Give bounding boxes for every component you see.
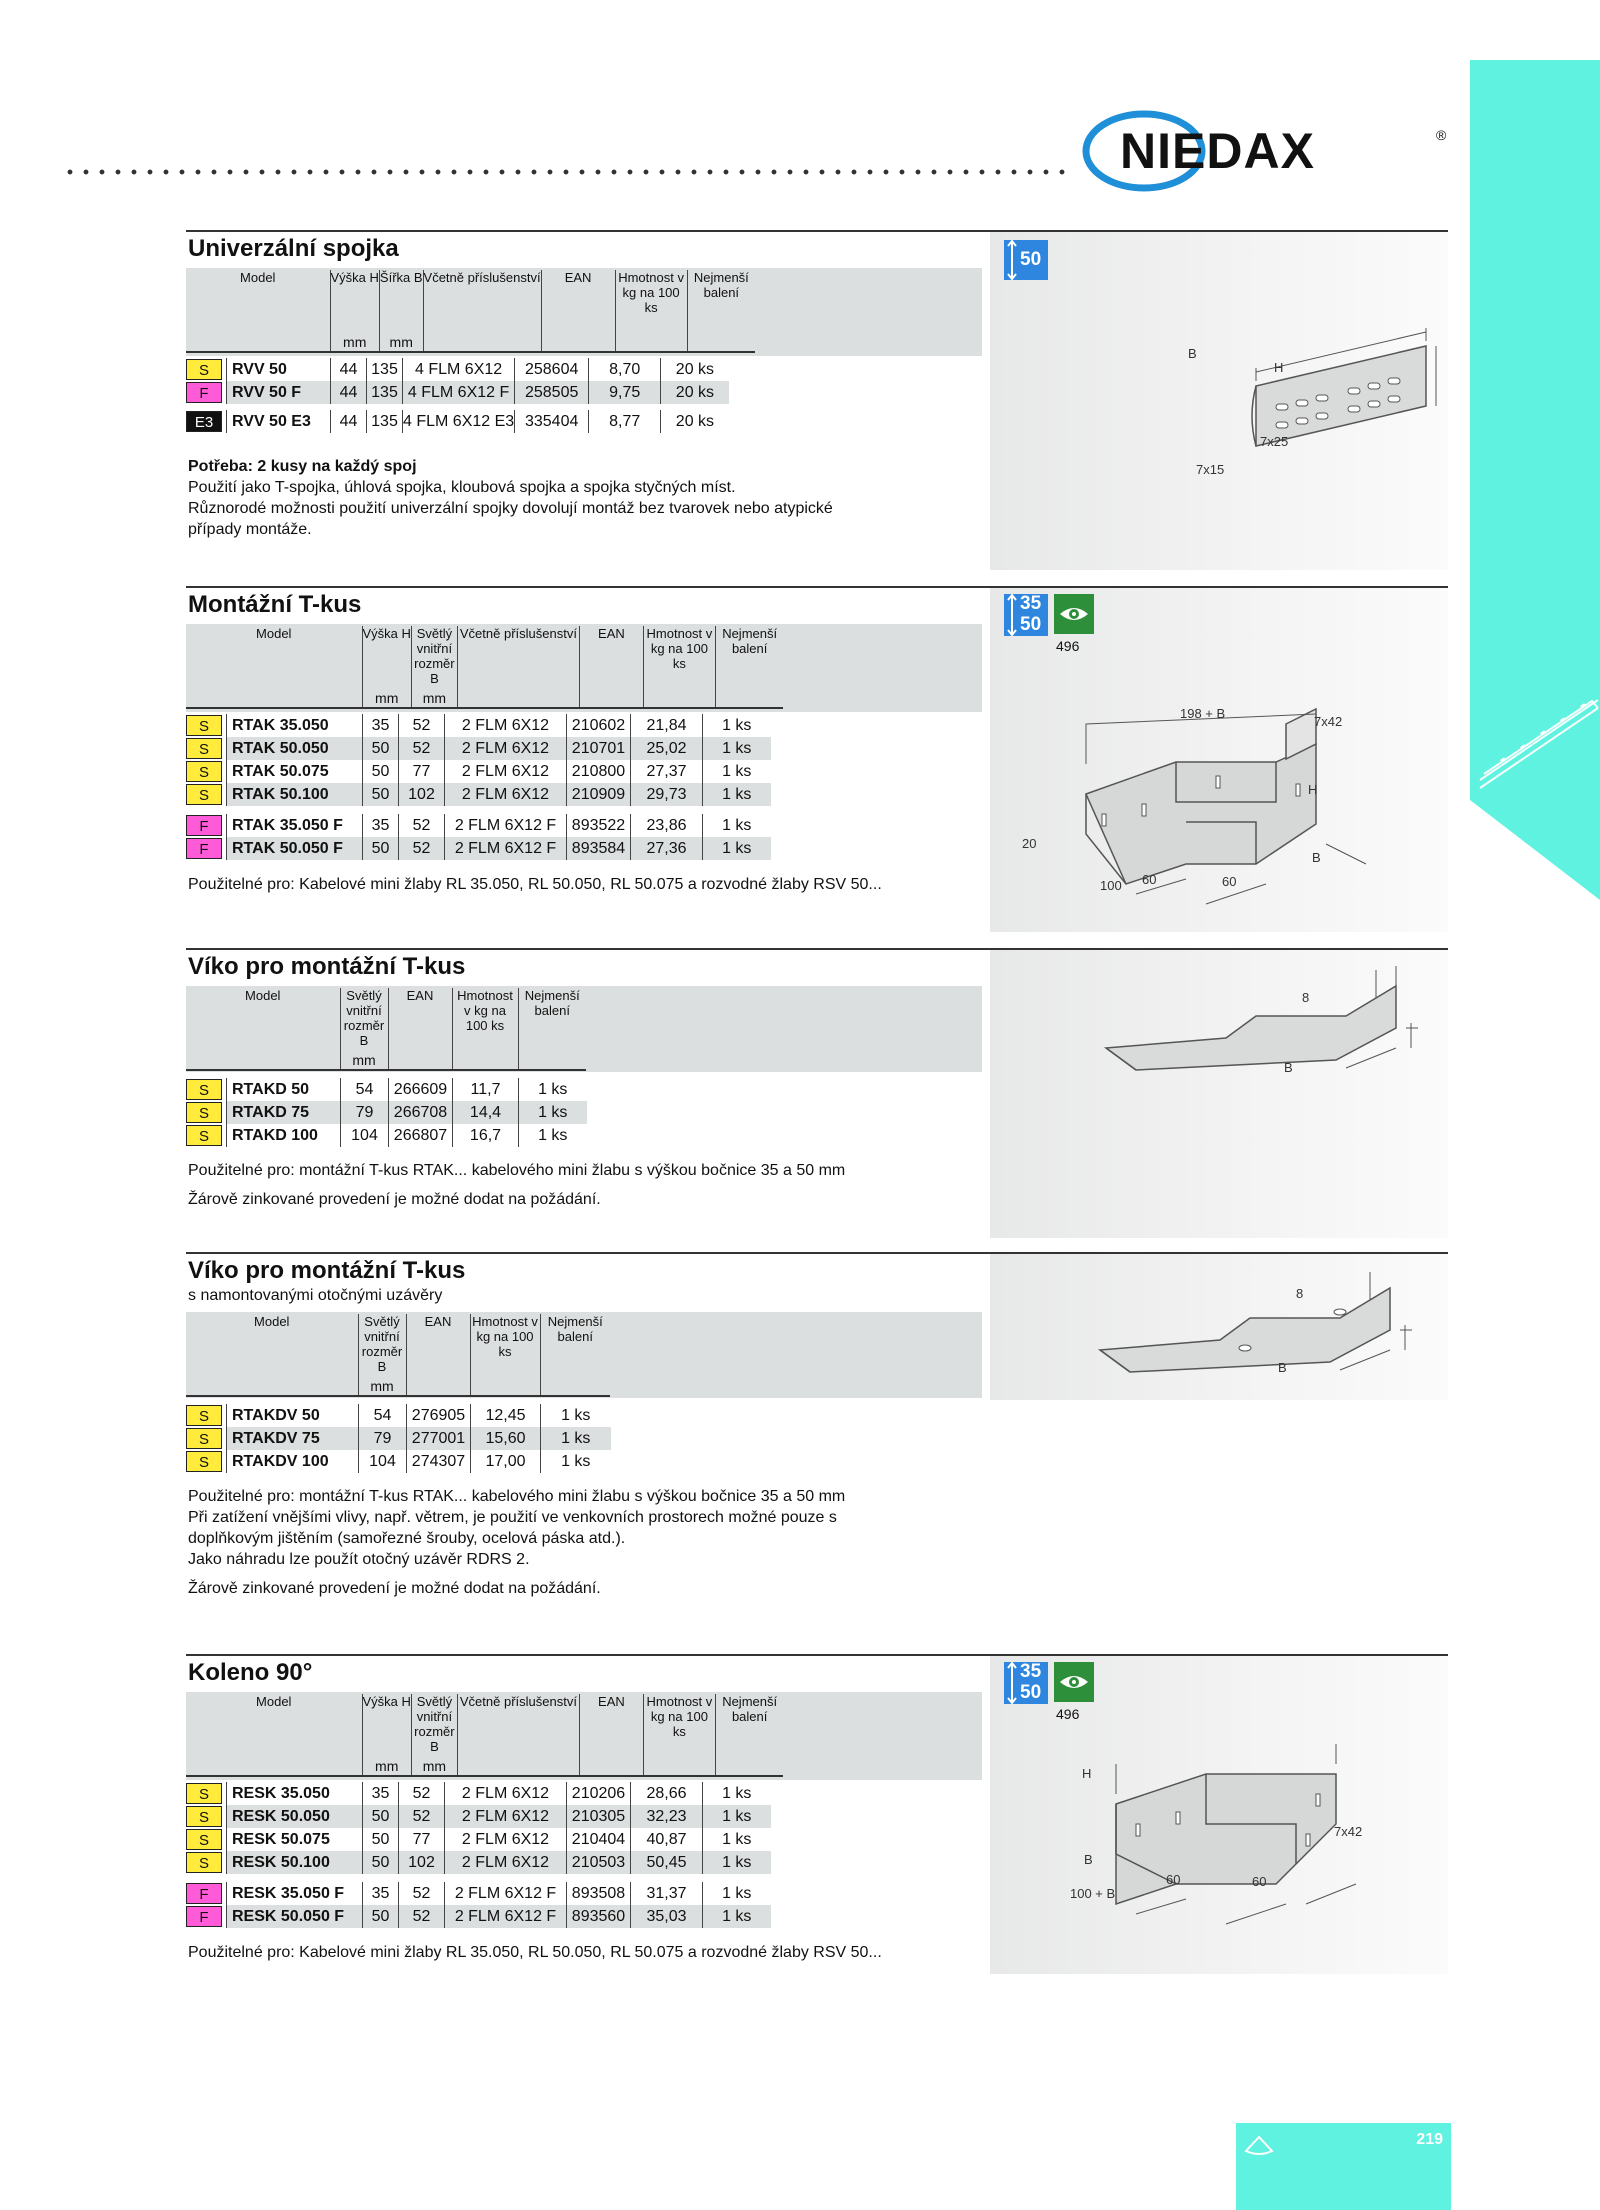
section-t-piece — [186, 586, 1448, 932]
product-table — [186, 270, 755, 358]
dim-label: B — [1188, 346, 1197, 361]
table-row: S RTAK 50.075 50 77 2 FLM 6X12 210800 27,37 1 ks — [186, 760, 771, 783]
col-model: Model — [256, 1694, 292, 1709]
svg-text:®: ® — [1436, 127, 1447, 143]
header-dotted-line — [62, 168, 1072, 176]
table-row: S RESK 50.075 50 77 2 FLM 6X12 210404 40,87 1 ks — [186, 1828, 771, 1851]
table-row: S RTAK 50.050 50 52 2 FLM 6X12 210701 25,02 1 ks — [186, 737, 771, 760]
col-height: Výška H — [362, 626, 411, 688]
section-title: Víko pro montážní T-kus — [188, 953, 466, 980]
dim-label: 7x15 — [1196, 462, 1225, 477]
col-accessories: Včetně příslušenství — [457, 626, 579, 688]
table-row: S RTAKD 100 104 266807 16,7 1 ks — [186, 1124, 587, 1147]
dim-label: 60 — [1166, 1872, 1181, 1887]
table-row: S RTAKDV 75 79 277001 15,60 1 ks — [186, 1427, 611, 1450]
dim-label: 7x42 — [1314, 714, 1343, 729]
col-weight: Hmotnost v kg na 100 ks — [615, 270, 687, 332]
section-notes: Použitelné pro: Kabelové mini žlaby RL 35.050, RL 50.050, RL 50.075 a rozvodné žlaby RSV 50... — [188, 876, 882, 893]
finish-badge: S — [186, 1829, 222, 1850]
table-row: F RTAK 50.050 F 50 52 2 FLM 6X12 F 893584 27,36 1 ks — [186, 837, 771, 860]
table-row: S RTAKD 50 54 266609 11,7 1 ks — [186, 1078, 587, 1101]
dim-label: 8 — [1302, 990, 1310, 1005]
table-row: S RTAKDV 100 104 274307 17,00 1 ks — [186, 1450, 611, 1473]
eye-icon-box — [1054, 1662, 1094, 1702]
finish-badge: S — [186, 1806, 222, 1827]
col-weight: Hmotnost v kg na 100 ks — [643, 626, 715, 688]
col-height: Výška H — [330, 270, 379, 332]
table-row: S RVV 50 44 135 4 FLM 6X12 258604 8,70 20 ks — [186, 358, 729, 381]
section-notes: Potřeba: 2 kusy na každý spoj Použití jako T-spojka, úhlová spojka, kloubová spojka a spojka styčných míst. Různorodé možnosti použití univerzální spojky dovolují montáž bez tvarovek nebo atypické případy montáže. — [188, 458, 833, 538]
unit-mm: mm — [358, 1376, 406, 1396]
svg-text:NIEDAX: NIEDAX — [1120, 123, 1315, 179]
table-row: S RESK 35.050 35 52 2 FLM 6X12 210206 28,66 1 ks — [186, 1782, 771, 1805]
col-model: Model — [256, 626, 292, 641]
section-title: Víko pro montážní T-kus — [188, 1257, 466, 1284]
dim-label: H — [1274, 360, 1284, 375]
col-pack: Nejmenší balení — [715, 626, 783, 688]
product-table — [186, 626, 783, 709]
col-pack: Nejmenší balení — [687, 270, 755, 332]
dim-label: 100 — [1100, 878, 1122, 893]
table-row: F RESK 50.050 F 50 52 2 FLM 6X12 F 893560 35,03 1 ks — [186, 1905, 771, 1928]
finish-badge: S — [186, 359, 222, 380]
col-inner-width: Světlý vnitřní rozměr B — [411, 626, 457, 688]
col-weight: Hmotnost v kg na 100 ks — [643, 1694, 715, 1756]
finish-badge: S — [186, 1428, 222, 1449]
table-row: E3 RVV 50 E3 44 135 4 FLM 6X12 E3 335404 8,77 20 ks — [186, 410, 729, 433]
col-pack: Nejmenší balení — [518, 988, 586, 1050]
finish-badge: S — [186, 784, 222, 805]
product-rows — [186, 1078, 587, 1147]
col-width: Šířka B — [379, 270, 423, 332]
height-badge: 35 50 — [1004, 1662, 1048, 1704]
col-weight: Hmotnost v kg na 100 ks — [452, 988, 518, 1050]
section-title: Koleno 90° — [188, 1659, 313, 1686]
col-inner-width: Světlý vnitřní rozměr B — [411, 1694, 457, 1756]
eye-reference-number: 496 — [1056, 1706, 1080, 1722]
finish-badge: S — [186, 1102, 222, 1123]
col-height: Výška H — [362, 1694, 411, 1756]
finish-badge: F — [186, 1883, 222, 1904]
height-arrow-icon — [1006, 1662, 1018, 1704]
col-model: Model — [254, 1314, 290, 1329]
section-notes: Použitelné pro: montážní T-kus RTAK... kabelového mini žlabu s výškou bočnice 35 a 50 mm Žárově zinkované provedení je možné dodat na požádání. — [188, 1162, 846, 1208]
dim-label: 60 — [1252, 1874, 1267, 1889]
dim-label: H — [1308, 782, 1318, 797]
finish-badge: S — [186, 1852, 222, 1873]
finish-badge: S — [186, 1079, 222, 1100]
section-t-piece-cover — [186, 948, 1448, 1238]
table-row: F RESK 35.050 F 35 52 2 FLM 6X12 F 893508 31,37 1 ks — [186, 1882, 771, 1905]
table-row: S RTAKD 75 79 266708 14,4 1 ks — [186, 1101, 587, 1124]
section-universal-coupler — [186, 230, 1448, 570]
dim-label: 60 — [1142, 872, 1157, 887]
col-weight: Hmotnost v kg na 100 ks — [470, 1314, 540, 1376]
section-title: Montážní T-kus — [188, 591, 362, 618]
niedax-logo — [1082, 110, 1452, 192]
finish-badge: S — [186, 1451, 222, 1472]
dim-label: 8 — [1296, 1286, 1304, 1301]
height-badge: 35 50 — [1004, 594, 1048, 636]
dim-label: 7x25 — [1260, 434, 1289, 449]
unit-mm: mm — [379, 332, 423, 352]
product-rows — [186, 358, 729, 433]
col-pack: Nejmenší balení — [540, 1314, 610, 1376]
dim-label: B — [1284, 1060, 1293, 1075]
eye-icon-box — [1054, 594, 1094, 634]
col-accessories: Včetně příslušenství — [457, 1694, 579, 1756]
col-ean: EAN — [541, 270, 615, 332]
side-tab-decoration — [1470, 60, 1600, 900]
finish-badge: E3 — [186, 411, 222, 432]
dim-label: B — [1084, 1852, 1093, 1867]
page-corner-icon — [1244, 2133, 1274, 2157]
coupler-drawing — [1226, 326, 1446, 476]
section-subtitle: s namontovanými otočnými uzávěry — [188, 1287, 443, 1304]
finish-badge: S — [186, 1405, 222, 1426]
col-ean: EAN — [579, 1694, 643, 1756]
product-rows — [186, 1782, 771, 1928]
col-inner-width: Světlý vnitřní rozměr B — [358, 1314, 406, 1376]
page-number-box — [1236, 2123, 1451, 2210]
unit-mm: mm — [411, 688, 457, 708]
cover-with-locks-drawing — [1090, 1270, 1420, 1390]
section-elbow-90 — [186, 1654, 1448, 1974]
dim-label: B — [1278, 1360, 1287, 1375]
product-table — [186, 1314, 610, 1397]
section-notes: Použitelné pro: montážní T-kus RTAK... kabelového mini žlabu s výškou bočnice 35 a 50 mm Při zatížení vnějšími vlivy, např. větrem, je použití ve venkovních prostorech možné pouze s doplňkovým jištěním (samořezné šrouby, ocelová páska atd.). Jako náhradu lze použít otočný uzávěr RDRS 2. Žárově zinkované provedení je možné dodat na požádání. — [188, 1488, 846, 1597]
dim-label: 60 — [1222, 874, 1237, 889]
height-arrow-icon — [1006, 594, 1018, 636]
table-row: S RTAK 35.050 35 52 2 FLM 6X12 210602 21,84 1 ks — [186, 714, 771, 737]
unit-mm: mm — [340, 1050, 388, 1070]
eye-icon — [1054, 594, 1094, 634]
section-title: Univerzální spojka — [188, 235, 399, 262]
finish-badge: F — [186, 815, 222, 836]
finish-badge: S — [186, 1783, 222, 1804]
height-badge: 50 — [1004, 240, 1048, 280]
eye-icon — [1054, 1662, 1094, 1702]
dim-label: 7x42 — [1334, 1824, 1363, 1839]
finish-badge: F — [186, 382, 222, 403]
cover-drawing — [1096, 968, 1426, 1088]
unit-mm: mm — [362, 688, 411, 708]
dim-label: B — [1312, 850, 1321, 865]
finish-badge: S — [186, 761, 222, 782]
finish-badge: S — [186, 715, 222, 736]
col-accessories: Včetně příslušenství — [423, 270, 541, 332]
dim-label: 20 — [1022, 836, 1037, 851]
table-row: F RTAK 35.050 F 35 52 2 FLM 6X12 F 893522 23,86 1 ks — [186, 814, 771, 837]
unit-mm: mm — [411, 1756, 457, 1776]
section-t-piece-cover-locks — [186, 1252, 1448, 1630]
unit-mm: mm — [330, 332, 379, 352]
eye-reference-number: 496 — [1056, 638, 1080, 654]
section-notes: Použitelné pro: Kabelové mini žlaby RL 35.050, RL 50.050, RL 50.075 a rozvodné žlaby RSV 50... — [188, 1944, 882, 1961]
product-table — [186, 1694, 783, 1777]
product-rows — [186, 1404, 611, 1473]
col-inner-width: Světlý vnitřní rozměr B — [340, 988, 388, 1050]
col-ean: EAN — [388, 988, 452, 1050]
finish-badge: F — [186, 838, 222, 859]
finish-badge: S — [186, 738, 222, 759]
dim-label: 100 + B — [1070, 1886, 1116, 1901]
col-model: Model — [245, 988, 281, 1003]
col-pack: Nejmenší balení — [715, 1694, 783, 1756]
unit-mm: mm — [362, 1756, 411, 1776]
product-table — [186, 988, 586, 1071]
height-arrow-icon — [1006, 240, 1018, 280]
table-row: S RESK 50.050 50 52 2 FLM 6X12 210305 32,23 1 ks — [186, 1805, 771, 1828]
dim-label: H — [1082, 1766, 1092, 1781]
table-row: F RVV 50 F 44 135 4 FLM 6X12 F 258505 9,75 20 ks — [186, 381, 729, 404]
table-row: S RTAKDV 50 54 276905 12,45 1 ks — [186, 1404, 611, 1427]
finish-badge: F — [186, 1906, 222, 1927]
product-rows — [186, 714, 771, 860]
page-number: 219 — [1416, 2131, 1443, 2148]
dim-label: 198 + B — [1180, 706, 1226, 721]
table-row: S RESK 50.100 50 102 2 FLM 6X12 210503 50,45 1 ks — [186, 1851, 771, 1874]
col-ean: EAN — [406, 1314, 470, 1376]
col-ean: EAN — [579, 626, 643, 688]
finish-badge: S — [186, 1125, 222, 1146]
col-model: Model — [240, 270, 276, 285]
table-row: S RTAK 50.100 50 102 2 FLM 6X12 210909 29,73 1 ks — [186, 783, 771, 806]
